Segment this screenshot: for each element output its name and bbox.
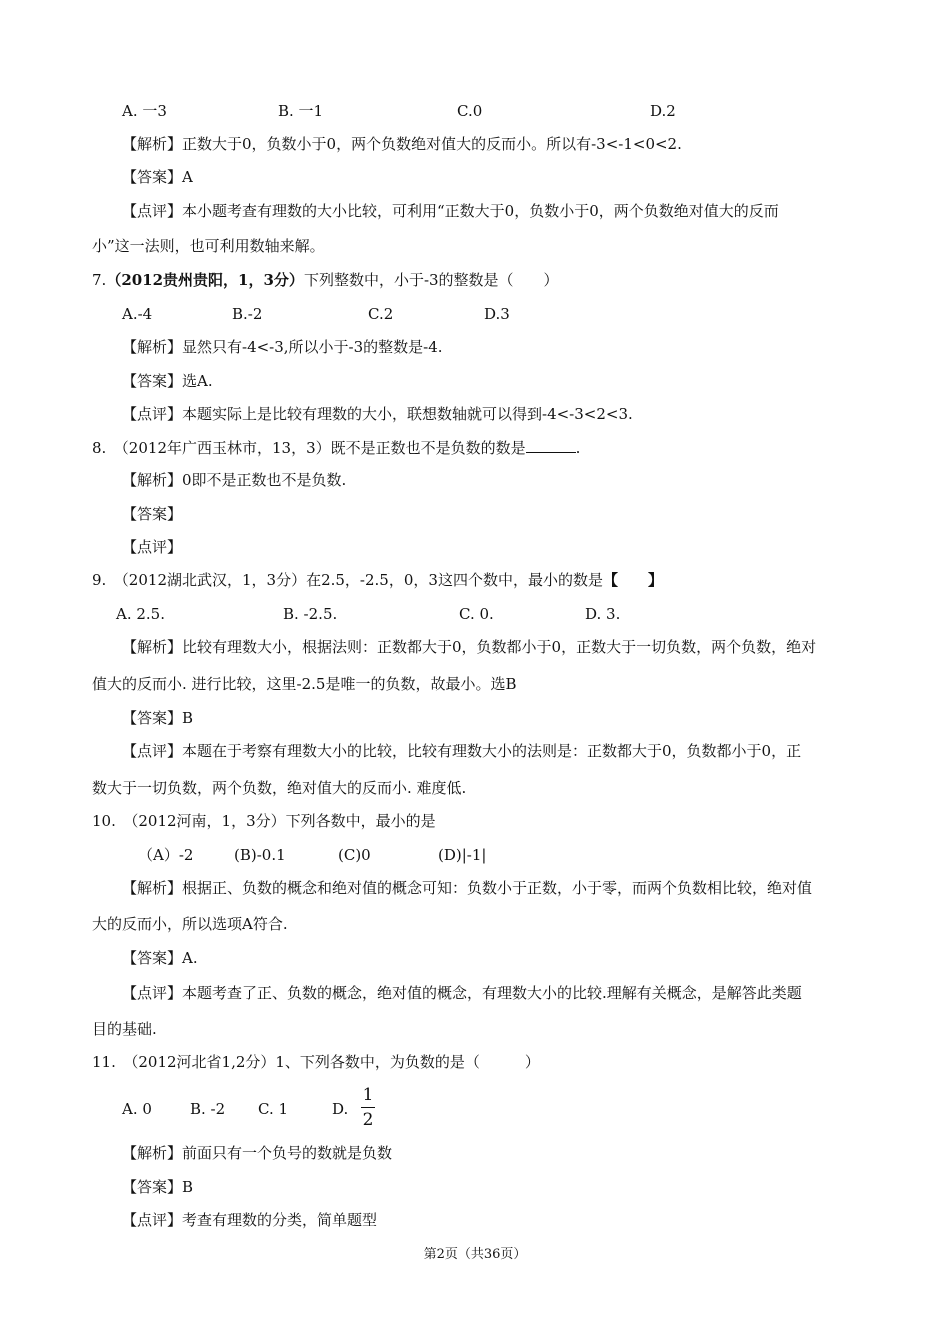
q6-comment-line-1: 【点评】本小题考查有理数的大小比较，可利用“正数大于0，负数小于0，两个负数绝对值大的反而 bbox=[122, 202, 779, 220]
q6-option-a: A. 一3 bbox=[122, 102, 167, 120]
fraction-bar bbox=[361, 1107, 375, 1108]
q10-analysis-line-2: 大的反而小，所以选项A符合. bbox=[92, 915, 288, 933]
q11-stem: 11. （2012河北省1,2分）1、下列各数中，为负数的是（ ） bbox=[92, 1053, 540, 1071]
q7-stem bbox=[92, 270, 559, 290]
q9-option-c: C. 0. bbox=[459, 605, 494, 623]
q7-option-d: D.3 bbox=[484, 305, 510, 323]
q9-stem-text: 9. （2012湖北武汉，1，3分）在2.5，-2.5，0，3这四个数中，最小的数是 bbox=[92, 571, 603, 589]
q11-option-d-fraction bbox=[358, 1084, 378, 1131]
fraction-denominator: 2 bbox=[362, 1110, 374, 1130]
q7-number: 7. bbox=[92, 271, 107, 289]
q7-comment: 【点评】本题实际上是比较有理数的大小，联想数轴就可以得到-4<-3<2<3. bbox=[122, 405, 633, 423]
q11-option-a: A. 0 bbox=[122, 1100, 152, 1118]
q9-option-b: B. -2.5. bbox=[283, 605, 338, 623]
q7-option-c: C.2 bbox=[368, 305, 394, 323]
q10-stem: 10. （2012河南，1，3分）下列各数中，最小的是 bbox=[92, 812, 436, 830]
q11-option-d: D. bbox=[332, 1100, 349, 1118]
q11-comment: 【点评】考查有理数的分类，简单题型 bbox=[122, 1211, 378, 1229]
q8-stem-end: . bbox=[575, 439, 581, 457]
q6-comment-line-2: 小”这一法则，也可利用数轴来解。 bbox=[92, 237, 325, 255]
q10-answer: 【答案】A. bbox=[122, 949, 198, 967]
q7-answer: 【答案】选A. bbox=[122, 372, 213, 390]
q9-option-d: D. 3. bbox=[585, 605, 621, 623]
q8-comment: 【点评】 bbox=[122, 538, 183, 556]
page-footer: 第2页（共36页） bbox=[423, 1247, 527, 1262]
q10-option-d: (D)|-1| bbox=[438, 846, 487, 864]
q11-analysis: 【解析】前面只有一个负号的数就是负数 bbox=[122, 1144, 393, 1162]
q9-stem bbox=[92, 570, 663, 590]
q11-answer: 【答案】B bbox=[122, 1178, 194, 1196]
q6-option-c: C.0 bbox=[457, 102, 483, 120]
q7-option-b: B.-2 bbox=[232, 305, 263, 323]
q9-answer-bracket: 【 】 bbox=[602, 571, 663, 589]
q6-option-d: D.2 bbox=[650, 102, 676, 120]
q11-option-b: B. -2 bbox=[190, 1100, 226, 1118]
q9-comment-line-1: 【点评】本题在于考察有理数大小的比较，比较有理数大小的法则是：正数都大于0，负数都小于0，正 bbox=[122, 742, 802, 760]
q10-analysis-line-1: 【解析】根据正、负数的概念和绝对值的概念可知：负数小于正数，小于零，而两个负数相比较，绝对值 bbox=[122, 879, 813, 897]
q6-answer: 【答案】A bbox=[122, 168, 193, 186]
q10-option-b: (B)-0.1 bbox=[234, 846, 286, 864]
q10-option-c: (C)0 bbox=[338, 846, 371, 864]
q10-comment-line-1: 【点评】本题考查了正、负数的概念，绝对值的概念，有理数大小的比较.理解有关概念，是解答此类题 bbox=[122, 984, 802, 1002]
q6-option-b: B. 一1 bbox=[278, 102, 324, 120]
q10-option-a: （A）-2 bbox=[138, 846, 194, 864]
q8-answer: 【答案】 bbox=[122, 505, 183, 523]
q7-option-a: A.-4 bbox=[122, 305, 153, 323]
q8-answer-blank bbox=[526, 438, 576, 453]
q7-source: （2012贵州贵阳，1，3分） bbox=[106, 271, 304, 289]
q8-stem-text: 8. （2012年广西玉林市，13，3）既不是正数也不是负数的数是 bbox=[92, 439, 526, 457]
q9-analysis-line-1: 【解析】比较有理数大小，根据法则：正数都大于0，负数都小于0，正数大于一切负数，两个负数，绝对 bbox=[122, 638, 817, 656]
q7-analysis: 【解析】显然只有-4<-3,所以小于-3的整数是-4. bbox=[122, 338, 443, 356]
q9-answer: 【答案】B bbox=[122, 709, 194, 727]
q9-comment-line-2: 数大于一切负数，两个负数，绝对值大的反而小. 难度低. bbox=[92, 779, 467, 797]
q9-analysis-line-2: 值大的反而小. 进行比较，这里-2.5是唯一的负数，故最小。选B bbox=[92, 675, 517, 693]
fraction-numerator: 1 bbox=[362, 1085, 374, 1105]
q8-stem bbox=[92, 438, 580, 458]
q11-option-c: C. 1 bbox=[258, 1100, 289, 1118]
q10-comment-line-2: 目的基础. bbox=[92, 1020, 157, 1038]
q8-analysis: 【解析】0即不是正数也不是负数. bbox=[122, 471, 347, 489]
q7-question: 下列整数中，小于-3的整数是（ ） bbox=[303, 271, 559, 289]
q9-option-a: A. 2.5. bbox=[116, 605, 165, 623]
q6-analysis: 【解析】正数大于0，负数小于0，两个负数绝对值大的反而小。所以有-3<-1<0<2. bbox=[122, 135, 682, 153]
